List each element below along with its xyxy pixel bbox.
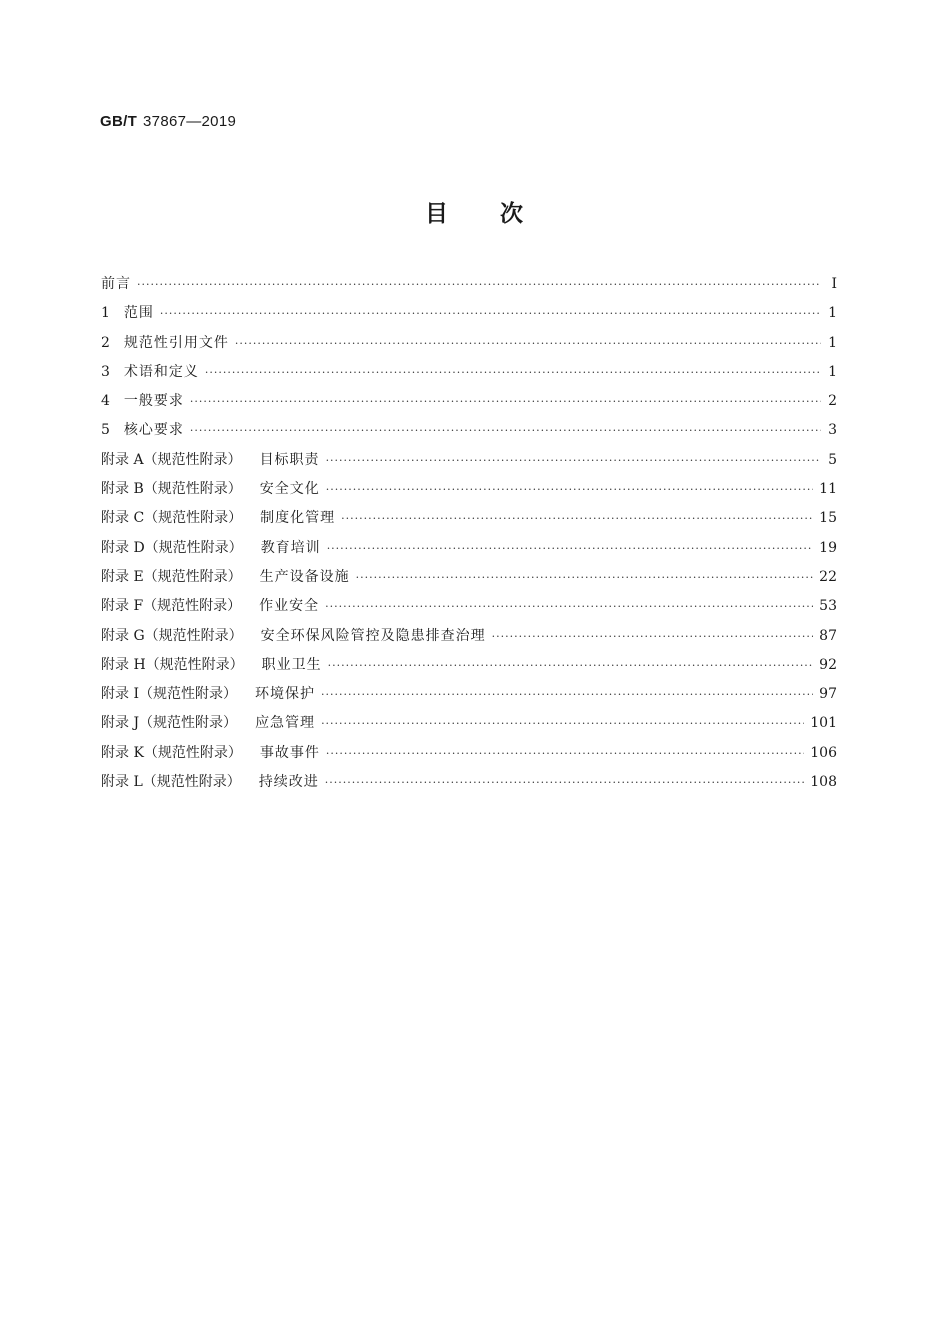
toc-annex-prefix: 附录 H（规范性附录） <box>101 656 244 673</box>
toc-entry-title: 目标职责 <box>259 451 320 468</box>
standard-code <box>100 113 236 130</box>
toc-page-number: 1 <box>828 334 837 351</box>
toc-entry[interactable] <box>101 739 837 768</box>
toc-annex-prefix: 附录 B（规范性附录） <box>101 481 242 498</box>
toc-page-number: 11 <box>819 481 837 498</box>
toc-dot-leader <box>327 534 813 563</box>
toc-dot-leader <box>205 358 821 387</box>
toc-entry-title: 核心要求 <box>123 422 184 439</box>
toc-entry[interactable] <box>101 563 837 592</box>
toc-entry-title: 应急管理 <box>255 715 316 732</box>
toc-entry-label-group <box>101 739 320 768</box>
toc-page-number: 87 <box>819 627 837 644</box>
toc-entry[interactable] <box>101 387 837 416</box>
toc-entry[interactable] <box>101 299 837 328</box>
toc-page-number: 106 <box>810 744 837 761</box>
standard-prefix: GB/T <box>100 113 138 130</box>
toc-section-number: 3 <box>101 363 110 380</box>
toc-entry-title: 规范性引用文件 <box>123 334 229 351</box>
toc-entry-title: 前言 <box>101 276 131 292</box>
toc-entry-label-group <box>101 709 315 738</box>
toc-entry-label-group <box>101 534 321 563</box>
toc-page-number: 3 <box>828 422 837 439</box>
toc-entry-title: 术语和定义 <box>123 363 199 380</box>
toc-section-number: 4 <box>101 393 110 410</box>
toc-page-number: 22 <box>819 568 837 585</box>
toc-page-number: 97 <box>819 686 837 703</box>
toc-dot-leader <box>235 329 821 358</box>
toc-page-number: 1 <box>828 305 837 322</box>
toc-entry-label-group <box>101 358 199 387</box>
toc-entry-label-group <box>101 622 486 651</box>
toc-annex-prefix: 附录 G（规范性附录） <box>101 627 243 644</box>
toc-dot-leader <box>492 622 814 651</box>
toc-dot-leader <box>321 680 813 709</box>
toc-entry-title: 环境保护 <box>254 686 315 703</box>
toc-entry[interactable] <box>101 592 837 621</box>
toc-entry[interactable] <box>101 270 837 299</box>
toc-section-number: 1 <box>101 305 110 322</box>
toc-dot-leader <box>341 504 813 533</box>
toc-entry[interactable] <box>101 504 837 533</box>
toc-entry-label-group <box>101 563 350 592</box>
toc-entry[interactable] <box>101 475 837 504</box>
toc-entry[interactable] <box>101 416 837 445</box>
toc-entry[interactable] <box>101 622 837 651</box>
toc-dot-leader <box>326 446 821 475</box>
toc-entry-title: 教育培训 <box>260 539 321 556</box>
toc-entry[interactable] <box>101 446 837 475</box>
toc-page-number: 5 <box>828 451 837 468</box>
toc-entry-title: 持续改进 <box>258 774 319 791</box>
toc-dot-leader <box>325 768 805 797</box>
toc-section-number: 2 <box>101 334 110 351</box>
toc-dot-leader <box>328 651 814 680</box>
toc-page-number: 92 <box>819 656 837 673</box>
toc-annex-prefix: 附录 C（规范性附录） <box>101 510 243 527</box>
toc-annex-prefix: 附录 K（规范性附录） <box>101 744 242 761</box>
toc-entry-label-group <box>101 475 320 504</box>
toc-dot-leader <box>326 739 804 768</box>
toc-annex-prefix: 附录 F（规范性附录） <box>101 598 242 615</box>
toc-annex-prefix: 附录 I（规范性附录） <box>101 686 237 703</box>
toc-entry[interactable] <box>101 358 837 387</box>
toc-entry-title: 安全环保风险管控及隐患排查治理 <box>260 627 486 644</box>
table-of-contents <box>101 270 837 797</box>
toc-page-number: 15 <box>819 510 837 527</box>
toc-entry-label-group <box>101 680 315 709</box>
toc-dot-leader <box>321 709 804 738</box>
toc-entry[interactable] <box>101 709 837 738</box>
toc-page-number: Ⅰ <box>831 276 837 292</box>
toc-page-number: 1 <box>828 363 837 380</box>
toc-dot-leader <box>190 387 821 416</box>
toc-entry-title: 事故事件 <box>259 744 320 761</box>
toc-entry-title: 制度化管理 <box>260 510 336 527</box>
toc-section-number: 5 <box>101 422 110 439</box>
toc-annex-prefix: 附录 D（规范性附录） <box>101 539 243 556</box>
toc-entry-label-group <box>101 329 229 358</box>
standard-number: 37867—2019 <box>143 113 237 130</box>
toc-page-number: 2 <box>828 393 837 410</box>
toc-annex-prefix: 附录 J（规范性附录） <box>101 715 238 732</box>
toc-annex-prefix: 附录 E（规范性附录） <box>101 568 242 585</box>
toc-dot-leader <box>325 592 813 621</box>
toc-entry[interactable] <box>101 651 837 680</box>
toc-entry-label-group <box>101 387 184 416</box>
toc-entry-label-group <box>101 446 320 475</box>
toc-entry-title: 生产设备设施 <box>259 568 350 585</box>
toc-entry-label-group <box>101 768 319 797</box>
toc-entry-label-group <box>101 592 319 621</box>
toc-entry-title: 一般要求 <box>123 393 184 410</box>
toc-entry-label-group <box>101 299 154 328</box>
toc-entry-title: 安全文化 <box>259 481 320 498</box>
toc-entry-label-group <box>101 504 335 533</box>
toc-page-number: 53 <box>819 598 837 615</box>
toc-entry-label-group <box>101 416 184 445</box>
toc-entry-label-group <box>101 270 131 299</box>
toc-annex-prefix: 附录 A（规范性附录） <box>101 451 242 468</box>
toc-entry[interactable] <box>101 329 837 358</box>
toc-page-number: 19 <box>819 539 837 556</box>
page-title: 目 次 <box>425 200 525 227</box>
toc-entry-title: 职业卫生 <box>261 656 322 673</box>
toc-page-number: 101 <box>810 715 837 732</box>
toc-dot-leader <box>190 416 821 445</box>
toc-dot-leader <box>326 475 813 504</box>
toc-dot-leader <box>356 563 814 592</box>
toc-entry-label-group <box>101 651 322 680</box>
toc-entry-title: 作业安全 <box>259 598 320 615</box>
toc-page-number: 108 <box>810 774 837 791</box>
toc-annex-prefix: 附录 L（规范性附录） <box>101 774 241 791</box>
toc-entry-title: 范围 <box>123 305 154 322</box>
toc-dot-leader <box>160 299 821 328</box>
toc-entry[interactable] <box>101 768 837 797</box>
toc-dot-leader <box>137 270 821 299</box>
toc-entry[interactable] <box>101 680 837 709</box>
toc-entry[interactable] <box>101 534 837 563</box>
